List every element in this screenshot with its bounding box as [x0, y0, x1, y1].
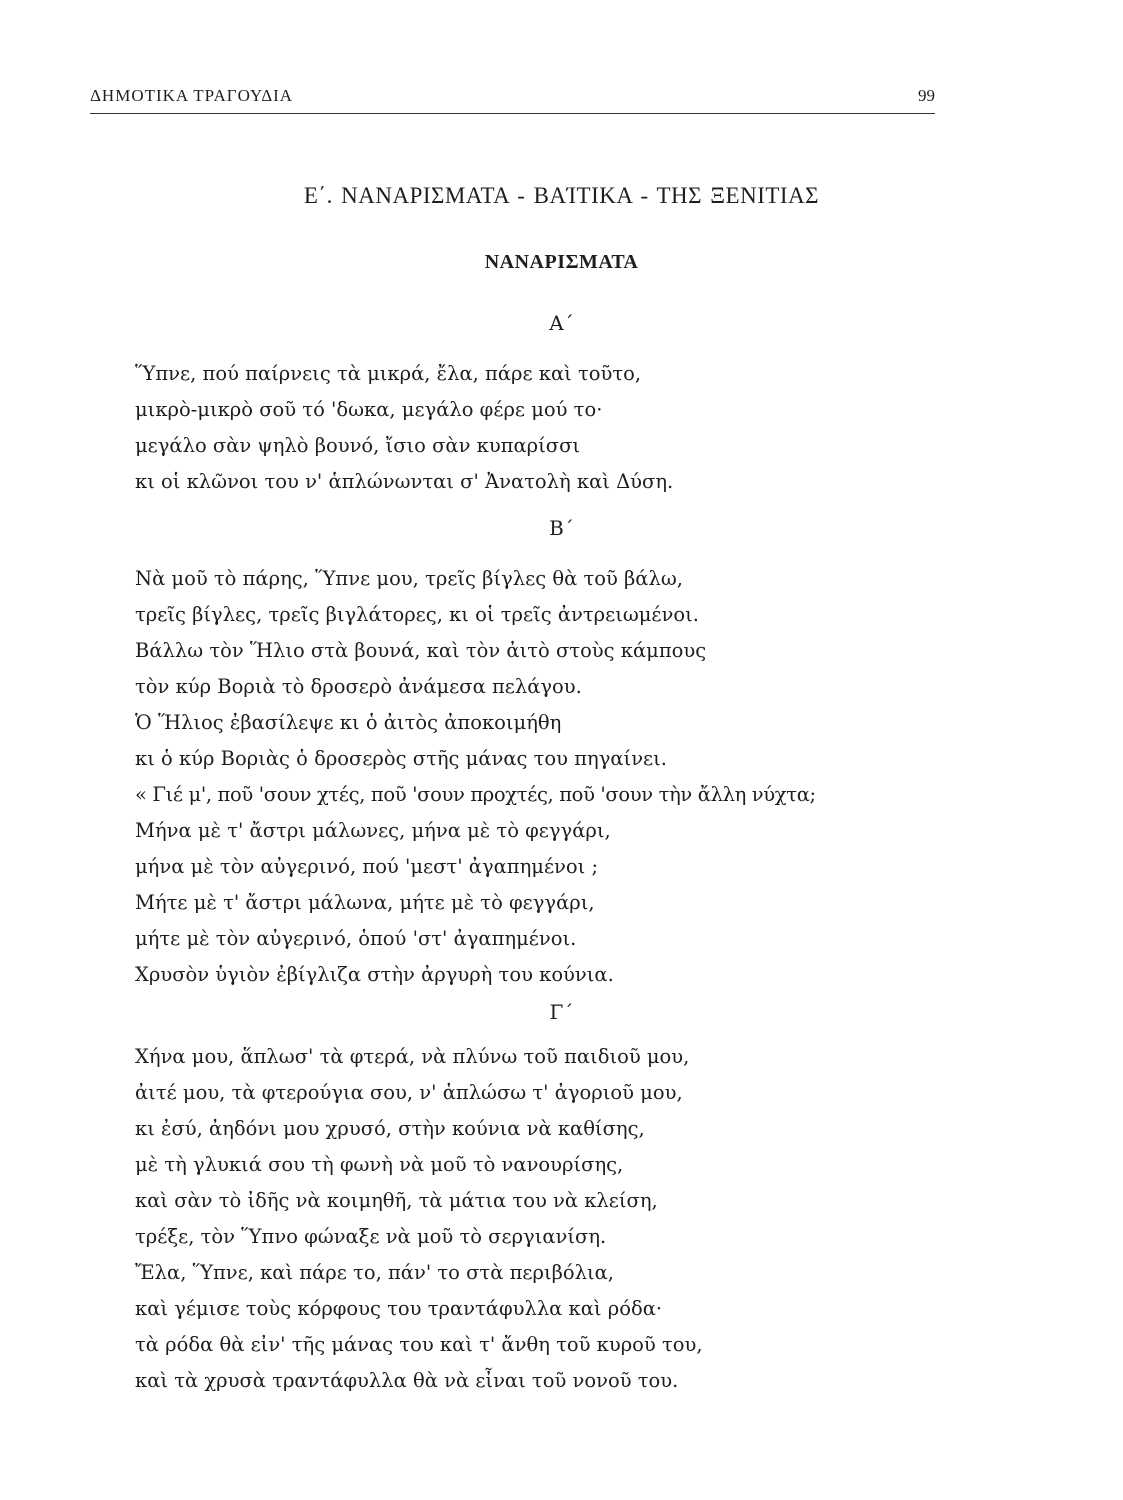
verse-line: μεγάλο σὰν ψηλὸ βουνό, ἴσιο σὰν κυπαρίσσι: [135, 434, 581, 457]
song-c-verses: [135, 1039, 703, 1399]
verse-line: Μήτε μὲ τ' ἄστρι μάλωνα, μήτε μὲ τὸ φεγγάρι,: [135, 891, 595, 914]
verse-line: Ὁ Ἥλιος ἐβασίλεψε κι ὁ ἀιτὸς ἀποκοιμήθη: [135, 711, 562, 734]
page-number: 99: [918, 86, 935, 105]
song-label-a: Α΄: [549, 311, 574, 335]
verse-line: Ὕπνε, πού παίρνεις τὰ μικρά, ἔλα, πάρε καὶ τοῦτο,: [135, 362, 642, 385]
running-head-title: ΔΗΜΟΤΙΚΑ ΤΡΑΓΟΥΔΙΑ: [90, 86, 294, 105]
verse-line: κι ἐσύ, ἀηδόνι μου χρυσό, στὴν κούνια νὰ καθίσης,: [135, 1117, 645, 1140]
verse-line: τὰ ρόδα θὰ εἰν' τῆς μάνας του καὶ τ' ἄνθη τοῦ κυροῦ του,: [135, 1333, 703, 1356]
sub-title: ΝΑΝΑΡΙΣΜΑΤΑ: [484, 251, 639, 273]
verse-line: τὸν κύρ Βοριὰ τὸ δροσερὸ ἀνάμεσα πελάγου.: [135, 675, 582, 698]
verse-line: Χρυσὸν ὑγιὸν ἐβίγλιζα στὴν ἀργυρὴ του κούνια.: [135, 963, 614, 986]
verse-line: καὶ σὰν τὸ ἰδῆς νὰ κοιμηθῆ, τὰ μάτια του νὰ κλείση,: [135, 1189, 658, 1212]
song-b-verses: [135, 561, 816, 993]
verse-line: Μήνα μὲ τ' ἄστρι μάλωνες, μήνα μὲ τὸ φεγγάρι,: [135, 819, 611, 842]
verse-line: μικρὸ-μικρὸ σοῦ τό 'δωκα, μεγάλο φέρε μού το·: [135, 398, 603, 421]
verse-line: Ἔλα, Ὕπνε, καὶ πάρε το, πάν' το στὰ περιβόλια,: [135, 1261, 614, 1284]
song-a-verses: [135, 356, 673, 500]
section-title: Ε΄. ΝΑΝΑΡΙΣΜΑΤΑ - ΒΑΊΤΙΚΑ - ΤΗΣ ΞΕΝΙΤΙΑΣ: [303, 183, 820, 208]
verse-line: « Γιέ μ', ποῦ 'σουν χτές, ποῦ 'σουν προχτές, ποῦ 'σουν τὴν ἄλλη νύχτα;: [135, 783, 816, 806]
song-label-c: Γ΄: [549, 1000, 574, 1024]
verse-line: καὶ τὰ χρυσὰ τραντάφυλλα θὰ νὰ εἶναι τοῦ νονοῦ του.: [135, 1369, 679, 1392]
verse-line: Χήνα μου, ἅπλωσ' τὰ φτερά, νὰ πλύνω τοῦ παιδιοῦ μου,: [135, 1045, 690, 1068]
song-label-b: Β΄: [549, 516, 574, 540]
header-rule: [90, 113, 935, 114]
verse-line: ἀιτέ μου, τὰ φτερούγια σου, ν' ἁπλώσω τ' ἀγοριοῦ μου,: [135, 1081, 683, 1104]
verse-line: κι ὁ κύρ Βοριὰς ὁ δροσερὸς στῆς μάνας του πηγαίνει.: [135, 747, 667, 770]
verse-line: μὲ τὴ γλυκιά σου τὴ φωνὴ νὰ μοῦ τὸ νανουρίσης,: [135, 1153, 624, 1176]
verse-line: Νὰ μοῦ τὸ πάρης, Ὕπνε μου, τρεῖς βίγλες θὰ τοῦ βάλω,: [135, 567, 683, 590]
verse-line: καὶ γέμισε τοὺς κόρφους του τραντάφυλλα καὶ ρόδα·: [135, 1297, 663, 1320]
verse-line: Βάλλω τὸν Ἥλιο στὰ βουνά, καὶ τὸν ἀιτὸ στοὺς κάμπους: [135, 639, 707, 662]
running-head: [90, 86, 935, 116]
verse-line: τρέξε, τὸν Ὕπνο φώναξε νὰ μοῦ τὸ σεργιανίση.: [135, 1225, 607, 1248]
verse-line: μήνα μὲ τὸν αὐγερινό, πού 'μεστ' ἀγαπημένοι ;: [135, 855, 599, 878]
verse-line: τρεῖς βίγλες, τρεῖς βιγλάτορες, κι οἱ τρεῖς ἀντρειωμένοι.: [135, 603, 699, 626]
verse-line: μήτε μὲ τὸν αὐγερινό, ὁπού 'στ' ἀγαπημένοι.: [135, 927, 577, 950]
verse-line: κι οἱ κλῶνοι του ν' ἁπλώνωνται σ' Ἀνατολὴ καὶ Δύση.: [135, 470, 674, 493]
